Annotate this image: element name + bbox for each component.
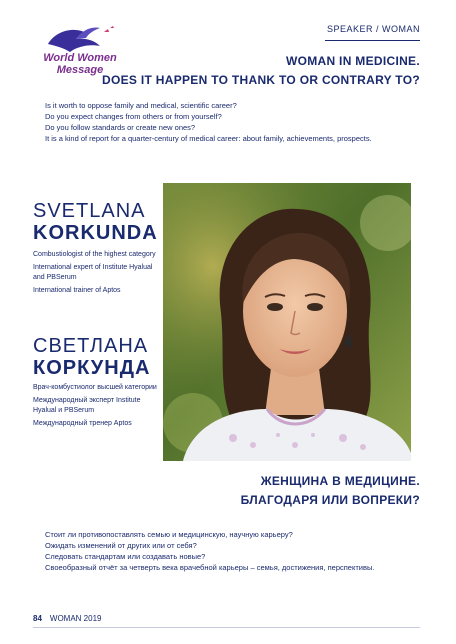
logo-text: World Women Message: [43, 52, 117, 76]
page-footer: [33, 614, 101, 623]
speaker-first-name-ru: СВЕТЛАНА: [33, 335, 149, 357]
credentials-ru: [33, 383, 158, 432]
headline-ru-line: ЖЕНЩИНА В МЕДИЦИНЕ.: [260, 474, 420, 488]
headline-en: [102, 52, 420, 90]
speaker-last-name-en: KORKUNDA: [33, 222, 158, 244]
headline-en-line: WOMAN IN MEDICINE.: [285, 54, 420, 68]
intro-en: [45, 100, 372, 144]
intro-ru-line: Следовать стандартам или создавать новые?: [45, 552, 206, 561]
kicker-rule: [325, 40, 420, 41]
footer-rule: [33, 627, 420, 628]
speaker-last-name-ru: КОРКУНДА: [33, 357, 151, 379]
speaker-portrait: [163, 183, 411, 461]
intro-ru: [45, 529, 374, 573]
intro-ru-line: Ожидать изменений от других или от себя?: [45, 541, 197, 550]
dove-logo-icon: [30, 22, 130, 56]
section-kicker: [327, 24, 420, 34]
intro-en-line: It is a kind of report for a quarter-century of medical career: about family, achievements, prospects.: [45, 134, 372, 143]
credential-item: Международный эксперт Institute Hyalual и PBSerum: [33, 397, 141, 414]
credential-item: International expert of Institute Hyalual and PBSerum: [33, 264, 153, 281]
headline-en-line: DOES IT HAPPEN TO THANK TO OR CONTRARY TO?: [102, 73, 420, 87]
kicker-topic: WOMAN: [382, 24, 420, 34]
intro-ru-line: Своеобразный отчёт за четверть века врачебной карьеры – семья, достижения, перспективы.: [45, 563, 375, 572]
kicker-separator: /: [372, 24, 382, 34]
speaker-first-name-en: SVETLANA: [33, 200, 146, 222]
intro-ru-line: Стоит ли противопоставлять семью и медицинскую, научную карьеру?: [45, 530, 293, 539]
credential-item: Combustiologist of the highest category: [33, 251, 156, 258]
magazine-issue: WOMAN 2019: [49, 614, 102, 623]
credential-item: Врач-комбустиолог высшей категории: [33, 384, 157, 391]
page-number: 84: [33, 614, 42, 623]
intro-en-line: Is it worth to oppose family and medical, scientific career?: [45, 101, 237, 110]
headline-ru: [241, 472, 420, 510]
headline-ru-line: БЛАГОДАРЯ ИЛИ ВОПРЕКИ?: [240, 493, 420, 507]
credentials-en: [33, 250, 158, 299]
kicker-section: SPEAKER: [326, 24, 373, 34]
intro-en-line: Do you expect changes from others or from yourself?: [45, 112, 222, 121]
intro-en-line: Do you follow standards or create new ones?: [45, 123, 196, 132]
credential-item: International trainer of Aptos: [33, 287, 121, 294]
credential-item: Международный тренер Aptos: [33, 420, 132, 427]
